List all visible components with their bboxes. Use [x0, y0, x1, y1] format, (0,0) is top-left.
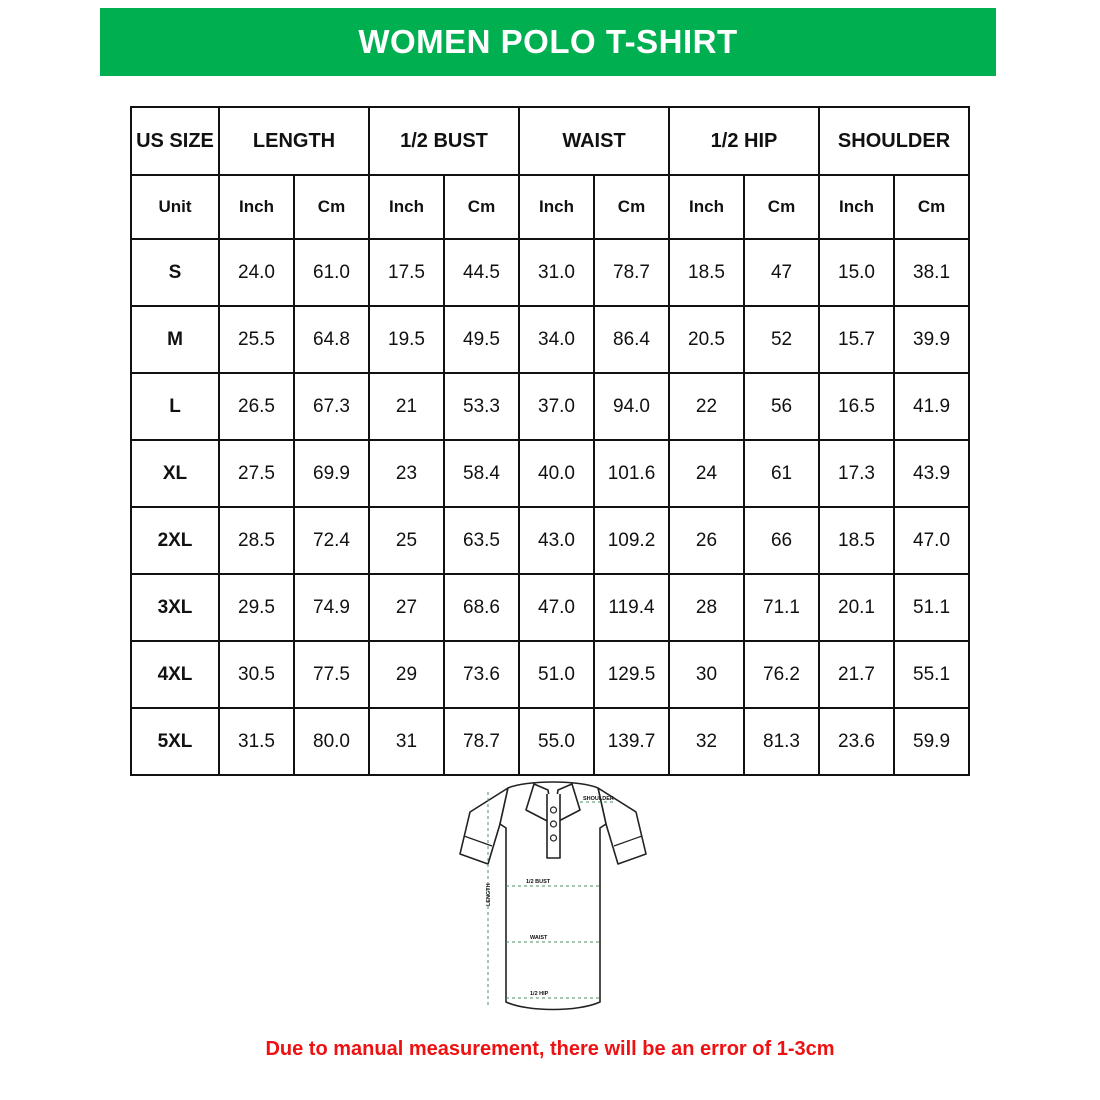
cell-value: 80.0	[294, 708, 369, 775]
cell-value: 24.0	[219, 239, 294, 306]
row-size-label: 4XL	[131, 641, 219, 708]
table-row	[131, 641, 969, 708]
cell-value: 40.0	[519, 440, 594, 507]
cell-value: 47	[744, 239, 819, 306]
unit-hip-inch: Inch	[669, 175, 744, 239]
cell-value: 109.2	[594, 507, 669, 574]
cell-value: 78.7	[444, 708, 519, 775]
cell-value: 22	[669, 373, 744, 440]
cell-value: 81.3	[744, 708, 819, 775]
cell-value: 53.3	[444, 373, 519, 440]
cell-value: 61.0	[294, 239, 369, 306]
cell-value: 37.0	[519, 373, 594, 440]
cell-value: 18.5	[669, 239, 744, 306]
cell-value: 52	[744, 306, 819, 373]
cell-value: 51.1	[894, 574, 969, 641]
cell-value: 29	[369, 641, 444, 708]
cell-value: 43.9	[894, 440, 969, 507]
unit-length-inch: Inch	[219, 175, 294, 239]
cell-value: 28	[669, 574, 744, 641]
cell-value: 17.5	[369, 239, 444, 306]
unit-hip-cm: Cm	[744, 175, 819, 239]
cell-value: 69.9	[294, 440, 369, 507]
cell-value: 20.5	[669, 306, 744, 373]
cell-value: 71.1	[744, 574, 819, 641]
cell-value: 78.7	[594, 239, 669, 306]
cell-value: 27	[369, 574, 444, 641]
header-group-length: LENGTH	[219, 107, 369, 175]
cell-value: 73.6	[444, 641, 519, 708]
cell-value: 68.6	[444, 574, 519, 641]
table-row	[131, 708, 969, 775]
cell-value: 31	[369, 708, 444, 775]
cell-value: 86.4	[594, 306, 669, 373]
unit-waist-inch: Inch	[519, 175, 594, 239]
diagram-label-waist: WAIST	[530, 935, 548, 941]
row-size-label: XL	[131, 440, 219, 507]
row-size-label: 2XL	[131, 507, 219, 574]
cell-value: 17.3	[819, 440, 894, 507]
cell-value: 59.9	[894, 708, 969, 775]
cell-value: 76.2	[744, 641, 819, 708]
header-us-size: US SIZE	[131, 107, 219, 175]
cell-value: 43.0	[519, 507, 594, 574]
cell-value: 72.4	[294, 507, 369, 574]
cell-value: 39.9	[894, 306, 969, 373]
cell-value: 25	[369, 507, 444, 574]
cell-value: 49.5	[444, 306, 519, 373]
cell-value: 67.3	[294, 373, 369, 440]
cell-value: 61	[744, 440, 819, 507]
table-row	[131, 373, 969, 440]
row-size-label: L	[131, 373, 219, 440]
row-size-label: 5XL	[131, 708, 219, 775]
table-row	[131, 507, 969, 574]
unit-length-cm: Cm	[294, 175, 369, 239]
size-table	[130, 106, 970, 776]
header-group-half-hip: 1/2 HIP	[669, 107, 819, 175]
cell-value: 23	[369, 440, 444, 507]
cell-value: 34.0	[519, 306, 594, 373]
size-table-container	[130, 106, 970, 776]
cell-value: 38.1	[894, 239, 969, 306]
cell-value: 26	[669, 507, 744, 574]
header-group-half-bust: 1/2 BUST	[369, 107, 519, 175]
cell-value: 31.0	[519, 239, 594, 306]
diagram-label-half-hip: 1/2 HIP	[530, 991, 549, 997]
cell-value: 16.5	[819, 373, 894, 440]
row-size-label: M	[131, 306, 219, 373]
header-banner	[100, 8, 996, 76]
cell-value: 44.5	[444, 239, 519, 306]
cell-value: 47.0	[894, 507, 969, 574]
cell-value: 19.5	[369, 306, 444, 373]
cell-value: 77.5	[294, 641, 369, 708]
unit-bust-cm: Cm	[444, 175, 519, 239]
measurement-note: Due to manual measurement, there will be an error of 1-3cm	[265, 1038, 835, 1060]
cell-value: 30.5	[219, 641, 294, 708]
cell-value: 64.8	[294, 306, 369, 373]
cell-value: 139.7	[594, 708, 669, 775]
cell-value: 21.7	[819, 641, 894, 708]
cell-value: 55.1	[894, 641, 969, 708]
cell-value: 15.7	[819, 306, 894, 373]
cell-value: 47.0	[519, 574, 594, 641]
cell-value: 55.0	[519, 708, 594, 775]
diagram-label-half-bust: 1/2 BUST	[526, 879, 551, 885]
unit-waist-cm: Cm	[594, 175, 669, 239]
cell-value: 56	[744, 373, 819, 440]
cell-value: 23.6	[819, 708, 894, 775]
cell-value: 21	[369, 373, 444, 440]
cell-value: 27.5	[219, 440, 294, 507]
cell-value: 26.5	[219, 373, 294, 440]
unit-shoulder-inch: Inch	[819, 175, 894, 239]
cell-value: 30	[669, 641, 744, 708]
cell-value: 66	[744, 507, 819, 574]
cell-value: 51.0	[519, 641, 594, 708]
cell-value: 15.0	[819, 239, 894, 306]
cell-value: 31.5	[219, 708, 294, 775]
cell-value: 101.6	[594, 440, 669, 507]
table-row	[131, 574, 969, 641]
table-row-units	[131, 175, 969, 239]
cell-value: 29.5	[219, 574, 294, 641]
table-row	[131, 239, 969, 306]
table-header-groups	[131, 107, 969, 175]
cell-value: 32	[669, 708, 744, 775]
page-title: WOMEN POLO T-SHIRT	[358, 23, 738, 60]
cell-value: 119.4	[594, 574, 669, 641]
cell-value: 20.1	[819, 574, 894, 641]
cell-value: 25.5	[219, 306, 294, 373]
table-row	[131, 440, 969, 507]
header-group-waist: WAIST	[519, 107, 669, 175]
cell-value: 74.9	[294, 574, 369, 641]
row-size-label: 3XL	[131, 574, 219, 641]
unit-label: Unit	[131, 175, 219, 239]
cell-value: 18.5	[819, 507, 894, 574]
unit-shoulder-cm: Cm	[894, 175, 969, 239]
cell-value: 94.0	[594, 373, 669, 440]
diagram-label-shoulder: SHOULDER	[583, 796, 614, 802]
diagram-label-length: LENGTH	[486, 883, 492, 906]
row-size-label: S	[131, 239, 219, 306]
cell-value: 24	[669, 440, 744, 507]
cell-value: 28.5	[219, 507, 294, 574]
cell-value: 41.9	[894, 373, 969, 440]
table-row	[131, 306, 969, 373]
cell-value: 63.5	[444, 507, 519, 574]
polo-shirt-diagram	[448, 766, 658, 1024]
cell-value: 58.4	[444, 440, 519, 507]
cell-value: 129.5	[594, 641, 669, 708]
header-group-shoulder: SHOULDER	[819, 107, 969, 175]
unit-bust-inch: Inch	[369, 175, 444, 239]
